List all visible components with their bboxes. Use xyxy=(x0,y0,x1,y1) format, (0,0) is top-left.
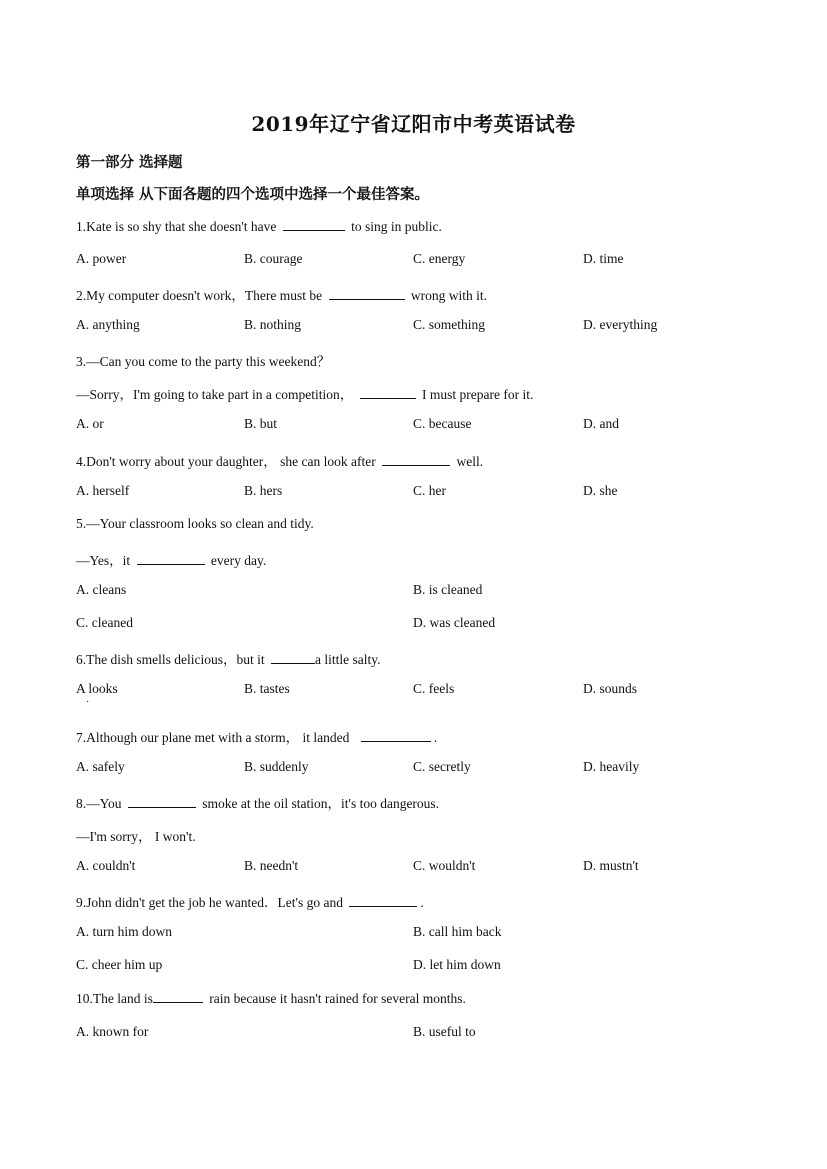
question-8: 8.—You smoke at the oil station，it's too dangerous. xyxy=(76,796,440,811)
option-d: D. and xyxy=(583,416,619,431)
option-a: A. known for xyxy=(76,1024,149,1039)
answer-blank xyxy=(153,990,203,1003)
question-5: 5.—Your classroom looks so clean and tidy. xyxy=(76,516,314,531)
option-c: C. energy xyxy=(413,251,466,266)
instruction-heading: 单项选择 从下面各题的四个选项中选择一个最佳答案。 xyxy=(76,187,430,203)
option-a: A. turn him down xyxy=(76,924,172,939)
option-a: A. cleans xyxy=(76,582,127,597)
option-a: A. couldn't xyxy=(76,858,136,873)
option-c: C. cleaned xyxy=(76,615,133,630)
question-4: 4.Don't worry about your daughter， she can look after well. xyxy=(76,454,484,469)
option-c: C. because xyxy=(413,416,472,431)
option-c: C. cheer him up xyxy=(76,957,163,972)
option-d: D. mustn't xyxy=(583,858,639,873)
question-10: 10.The land is rain because it hasn't rained for several months. xyxy=(76,991,466,1006)
option-c: C. feels xyxy=(413,681,455,696)
option-a: A looks xyxy=(76,681,118,696)
option-d: D. time xyxy=(583,251,624,266)
option-d: D. was cleaned xyxy=(413,615,496,630)
answer-blank xyxy=(361,729,431,742)
option-c: C. wouldn't xyxy=(413,858,476,873)
answer-blank xyxy=(271,651,315,664)
question-1: 1.Kate is so shy that she doesn't have to sing in public. xyxy=(76,219,442,234)
answer-blank xyxy=(360,386,416,399)
answer-blank xyxy=(349,894,417,907)
option-b: B. suddenly xyxy=(244,759,309,774)
stray-dot: · xyxy=(86,697,90,708)
answer-blank xyxy=(137,552,205,565)
option-b: B. nothing xyxy=(244,317,302,332)
question-5-line-2: —Yes，it every day. xyxy=(76,553,267,568)
question-8-line-2: —I'm sorry， I won't. xyxy=(76,829,196,844)
option-a: A. safely xyxy=(76,759,125,774)
option-d: D. sounds xyxy=(583,681,638,696)
question-9: 9.John didn't get the job he wanted．Let's go and . xyxy=(76,895,424,910)
option-d: D. everything xyxy=(583,317,658,332)
answer-blank xyxy=(283,218,345,231)
answer-blank xyxy=(128,795,196,808)
option-b: B. courage xyxy=(244,251,303,266)
answer-blank xyxy=(329,287,405,300)
question-6: 6.The dish smells delicious，but it a little salty. xyxy=(76,652,381,667)
option-b: B. useful to xyxy=(413,1024,476,1039)
option-b: B. hers xyxy=(244,483,283,498)
question-3: 3.—Can you come to the party this weekend？ xyxy=(76,354,331,369)
option-c: C. secretly xyxy=(413,759,471,774)
option-a: A. or xyxy=(76,416,104,431)
option-d: D. heavily xyxy=(583,759,640,774)
option-c: C. her xyxy=(413,483,446,498)
option-d: D. let him down xyxy=(413,957,501,972)
part-heading: 第一部分 选择题 xyxy=(76,155,183,171)
option-a: A. herself xyxy=(76,483,130,498)
answer-blank xyxy=(382,453,450,466)
option-a: A. power xyxy=(76,251,127,266)
question-3-line-2: —Sorry，I'm going to take part in a competition， I must prepare for it. xyxy=(76,387,534,402)
option-b: B. but xyxy=(244,416,278,431)
page-title: 2019年辽宁省辽阳市中考英语试卷 xyxy=(251,112,576,136)
option-b: B. call him back xyxy=(413,924,502,939)
option-b: B. tastes xyxy=(244,681,290,696)
option-b: B. is cleaned xyxy=(413,582,483,597)
option-c: C. something xyxy=(413,317,486,332)
question-2: 2.My computer doesn't work，There must be wrong with it. xyxy=(76,288,488,303)
option-b: B. needn't xyxy=(244,858,299,873)
question-7: 7.Although our plane met with a storm， it landed . xyxy=(76,730,438,745)
option-d: D. she xyxy=(583,483,618,498)
option-a: A. anything xyxy=(76,317,140,332)
